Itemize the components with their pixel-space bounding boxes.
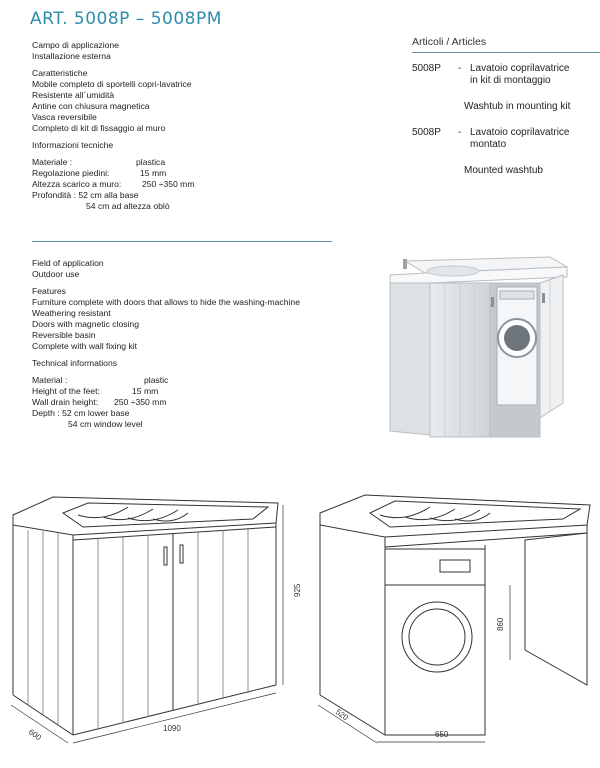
feature-item: Doors with magnetic closing (32, 319, 139, 329)
spec-label: Altezza scarico a muro: (32, 179, 122, 189)
spec-row (32, 386, 362, 397)
spec-row (32, 157, 332, 168)
depth-line: Depth : 52 cm lower base (32, 408, 130, 418)
spec-label: Wall drain height: (32, 397, 99, 407)
italian-section (32, 40, 332, 212)
article-desc-it: in kit di montaggio (470, 75, 551, 86)
english-section (32, 258, 362, 430)
depth-line: 54 cm ad altezza oblò (86, 201, 170, 211)
dimension-width: 1090 (163, 724, 181, 733)
article-dash: - (458, 63, 462, 74)
article-desc-it: Lavatoio coprilavatrice (470, 127, 570, 138)
section-divider (32, 241, 332, 242)
spec-label: Material : (32, 375, 68, 385)
article-desc-it: Lavatoio coprilavatrice (470, 63, 570, 74)
spec-value: plastic (144, 375, 169, 385)
spec-label: Height of the feet: (32, 386, 100, 396)
features-heading-en: Features (32, 286, 66, 296)
article-code: 5008P (412, 127, 441, 138)
article-code: 5008P (412, 63, 441, 74)
dimension-width: 650 (435, 730, 449, 739)
spec-row (32, 375, 362, 386)
dimension-depth: 600 (26, 727, 43, 743)
feature-item: Vasca reversibile (32, 112, 97, 122)
articles-panel (412, 36, 600, 191)
tech-heading-it: Informazioni tecniche (32, 140, 114, 150)
field-heading-it: Campo di applicazione (32, 40, 119, 50)
spec-value: 15 mm (140, 168, 167, 178)
feature-item: Weathering resistant (32, 308, 111, 318)
tech-heading-en: Technical informations (32, 358, 118, 368)
features-heading-it: Caratteristiche (32, 68, 88, 78)
technical-drawing-closed (8, 485, 308, 755)
spec-value: plastica (136, 157, 166, 167)
feature-item: Furniture complete with doors that allows to hide the washing-machine (32, 297, 300, 307)
spec-label: Materiale : (32, 157, 73, 167)
article-item (412, 127, 600, 177)
field-value-en: Outdoor use (32, 269, 80, 279)
feature-item: Resistente all´umidità (32, 90, 115, 100)
article-desc-en: Washtub in mounting kit (464, 101, 571, 112)
product-photo (385, 253, 570, 443)
page-title: ART. 5008P – 5008PM (30, 9, 222, 29)
depth-line: 54 cm window level (68, 419, 143, 429)
dimension-depth: 520 (333, 707, 350, 723)
spec-label: Regolazione piedini: (32, 168, 110, 178)
spec-row (32, 397, 362, 408)
technical-drawing-open (315, 485, 595, 755)
article-desc-en: Mounted washtub (464, 165, 543, 176)
spec-value: 15 mm (132, 386, 159, 396)
dimension-height: 860 (496, 617, 505, 631)
feature-item: Reversible basin (32, 330, 96, 340)
field-value-it: Installazione esterna (32, 51, 111, 61)
article-item (412, 63, 600, 113)
spec-row (32, 168, 332, 179)
feature-item: Mobile completo di sportelli copri-lavatrice (32, 79, 192, 89)
depth-line: Profondità : 52 cm alla base (32, 190, 139, 200)
feature-item: Antine con chiusura magnetica (32, 101, 150, 111)
article-desc-it: montato (470, 139, 507, 150)
articles-heading: Articoli / Articles (412, 36, 600, 53)
dimension-height: 925 (293, 583, 302, 597)
feature-item: Completo di kit di fissaggio al muro (32, 123, 166, 133)
feature-item: Complete with wall fixing kit (32, 341, 138, 351)
spec-value: 250 ÷350 mm (114, 397, 167, 407)
spec-value: 250 ÷350 mm (142, 179, 195, 189)
spec-row (32, 179, 332, 190)
field-heading-en: Field of application (32, 258, 104, 268)
article-dash: - (458, 127, 462, 138)
